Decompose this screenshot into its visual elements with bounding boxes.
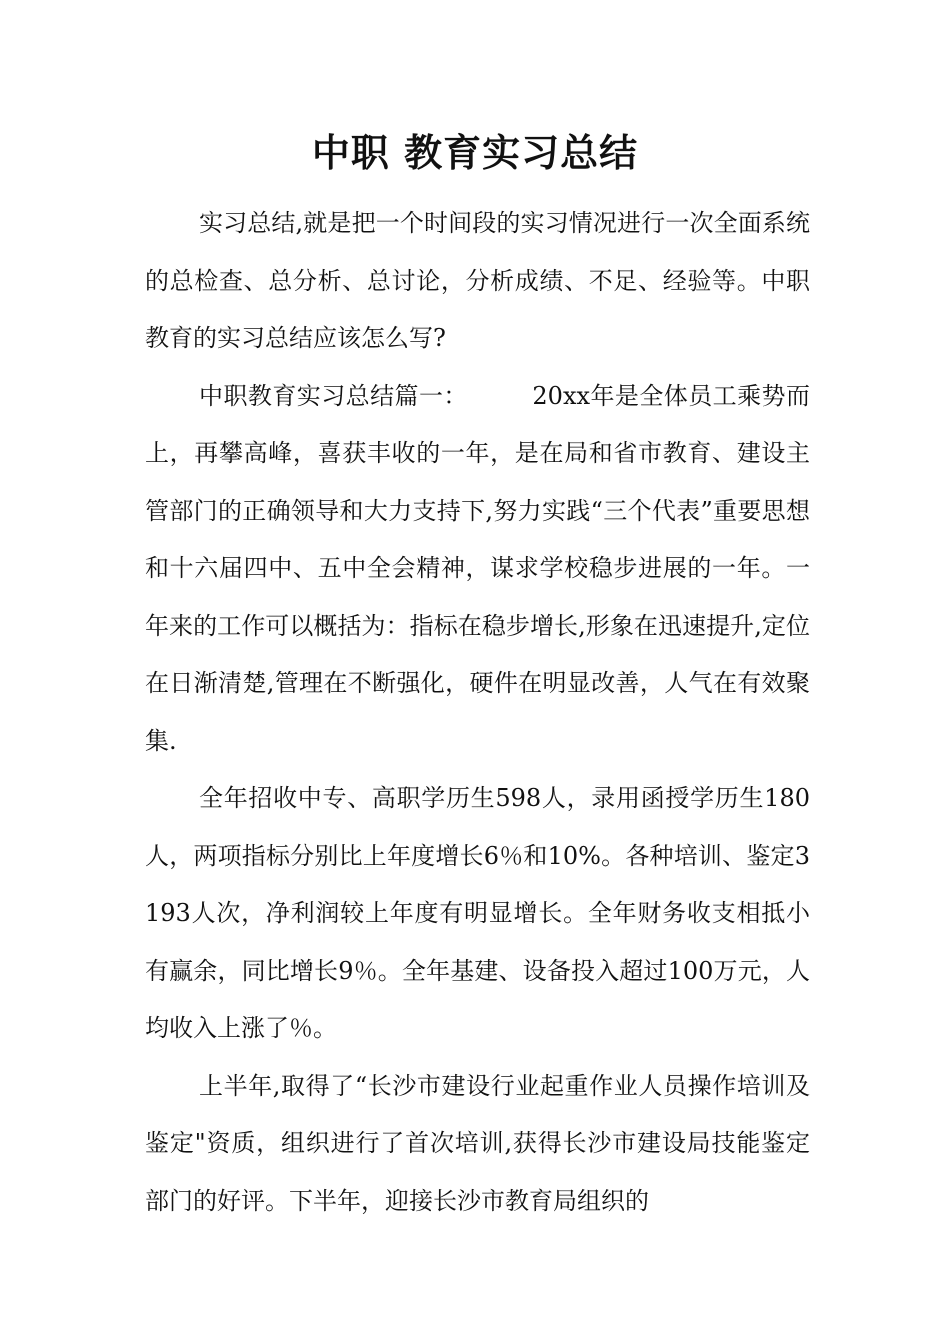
document-body <box>145 195 810 1230</box>
paragraph-enrollment-stats: 全年招收中专、高职学历生598人，录用函授学历生180人，两项指标分别比上年度增长6％和10%。各种培训、鉴定3193人次，净利润较上年度有明显增长。全年财务收支相抵小有赢余，同比增长9％。全年基建、设备投入超过100万元，人均收入上涨了％。 <box>145 784 810 1042</box>
paragraph-first-half: 上半年,取得了“长沙市建设行业起重作业人员操作培训及鉴定"资质，组织进行了首次培训,获得长沙市建设局技能鉴定部门的好评。下半年，迎接长沙市教育局组织的 <box>145 1071 810 1215</box>
paragraph-part-one: 中职教育实习总结篇一： 20xx年是全体员工乘势而上，再攀高峰，喜获丰收的一年，是在局和省市教育、建设主管部门的正确领导和大力支持下,努力实践“三个代表”重要思想和十六届四中、五中全会精神，谋求学校稳步进展的一年。一年来的工作可以概括为：指标在稳步增长,形象在迅速提升,定位在日渐清楚,管理在不断强化，硬件在明显改善，人气在有效聚集. <box>145 381 810 755</box>
document-title: 中职 教育实习总结 <box>311 131 639 175</box>
paragraph-intro: 实习总结,就是把一个时间段的实习情况进行一次全面系统的总检查、总分析、总讨论，分析成绩、不足、经验等。中职教育的实习总结应该怎么写? <box>145 209 810 352</box>
